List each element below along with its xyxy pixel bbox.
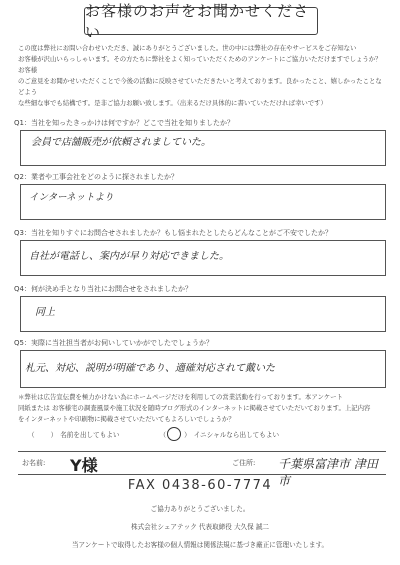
thanks-text: ご協力ありがとうございました。	[150, 505, 250, 513]
publication-choices	[28, 427, 368, 441]
answer-1-box	[20, 130, 386, 166]
note-line: をインターネットや印刷物に掲載させていただいてもよろしいでしょうか？	[18, 415, 235, 423]
question-2-label: Q2：業者や工事会社をどのように探されましたか？	[14, 173, 178, 181]
intro-line: のご意見をお聞かせいただくことで今後の活動に反映させていただきたいと考えております。良かったこと、嬉しかったことなどよう	[18, 77, 382, 96]
customer-address: 千葉県富津市 津田市	[278, 457, 378, 488]
answer-3-text: 自社が電話し、案内が早り対応できました。	[29, 251, 229, 262]
answer-1-text: 会員で店舗販売が依頼されましていた。	[31, 137, 211, 148]
address-label: ご住所:	[232, 459, 256, 467]
privacy-text: 当アンケートで取得したお客様の個人情報は関係法規に基づき厳正に管理いたします。	[71, 541, 329, 549]
intro-line: な些細な事でも結構です。是非ご協力お願い致します。（出来るだけ具体的に書いていただければ幸いです）	[18, 99, 327, 107]
question-3-label: Q3：当社を知りすぐにお問合せされましたか？もし悩まれたとしたらどんなことがご不安でしたか？	[14, 229, 332, 237]
company-text: 株式会社シェアテック 代表取締役 大久保 誠二	[130, 523, 270, 531]
fax-number: FAX 0438-60-7774	[127, 478, 273, 493]
question-5-label: Q5：実際に当社担当者がお伺いしていかがでしたでしょうか？	[14, 339, 213, 347]
choice-initial-ok-label: イニシャルなら出してもよい	[193, 431, 280, 439]
note-line: ＊弊社は広告宣伝費を極力かけない為にホームページだけを利用しての営業活動を行っております。本アンケート	[18, 393, 343, 401]
question-4-label: Q4：何が決め手となり当社にお問合せをされましたか？	[14, 285, 192, 293]
note-line: 同紙または お客様宅の調査風景や施工状況を随時ブログ形式のインターネットに掲載させていただいております。上記内容	[18, 404, 371, 412]
intro-line: お客様が沢山いらっしゃいます。その方たちに弊社をよく知っていただくためのアンケートにご協力いただけますでしょうか？ お客様	[18, 55, 382, 74]
intro-text	[18, 43, 384, 109]
question-2	[14, 172, 386, 220]
question-4	[14, 284, 386, 332]
selected-circle-mark	[167, 427, 181, 441]
answer-5-text: 札元、対応、説明が明確であり、適確対応されて戴いた	[25, 363, 275, 374]
choice-initial-ok[interactable]	[160, 427, 280, 441]
answer-3-box	[20, 240, 386, 276]
question-3	[14, 228, 386, 276]
paren-open: （	[28, 431, 35, 439]
answer-4-text: 同上	[35, 307, 55, 318]
paren-close: ）	[184, 431, 191, 439]
answer-2-text: インターネットより	[29, 192, 114, 203]
paren-open: （	[159, 431, 167, 439]
name-label: お名前:	[22, 459, 46, 467]
choice-name-ok-label: 名前を出してもよい	[60, 431, 120, 439]
customer-name: Y様	[70, 456, 98, 475]
answer-2-box	[20, 184, 386, 220]
publication-note	[18, 392, 386, 425]
choice-name-ok[interactable]	[28, 427, 120, 441]
question-1-label: Q1：当社を知ったきっかけは何ですか？どこで当社を知りましたか？	[14, 119, 234, 127]
answer-5-box	[20, 350, 386, 388]
answer-4-box	[20, 296, 386, 332]
question-1	[14, 118, 386, 166]
paren-close: ）	[50, 431, 58, 439]
page-title: お客様のお声をお聞かせください	[84, 7, 318, 35]
question-5	[14, 338, 386, 388]
intro-line: この度は弊社にお問い合わせいただき、誠にありがとうございました。世の中には弊社の存在やサービスをご存知ない	[18, 44, 357, 52]
